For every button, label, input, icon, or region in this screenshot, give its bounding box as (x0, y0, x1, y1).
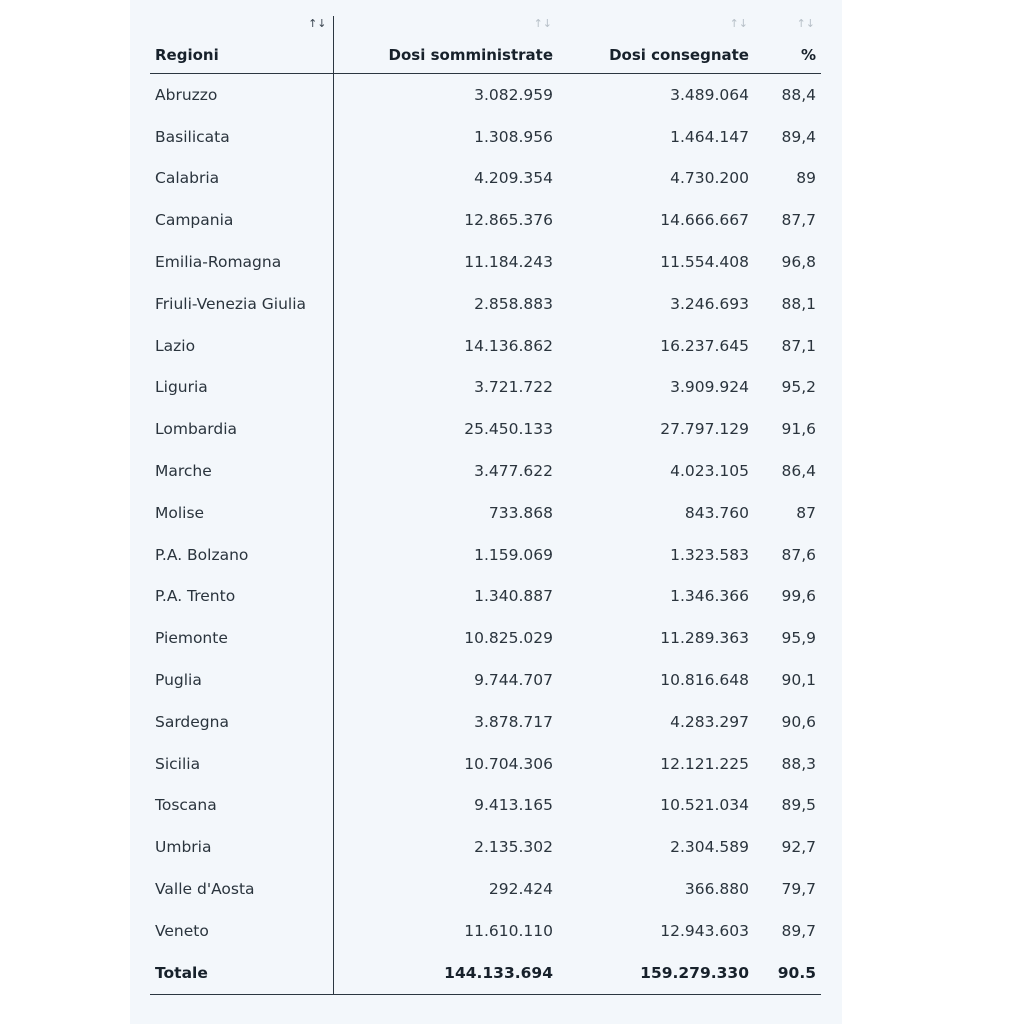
table-row (150, 826, 821, 868)
cell-region: Lombardia (150, 408, 333, 450)
cell-percent: 87,1 (781, 336, 816, 355)
cell-dosi-somministrate: 4.209.354 (474, 169, 553, 188)
cell-dosi-somministrate: 144.133.694 (333, 952, 558, 994)
cell-region: Marche (150, 450, 333, 492)
cell-dosi-consegnate: 843.760 (684, 503, 749, 522)
cell-dosi-consegnate: 10.816.648 (660, 671, 749, 690)
table-row (150, 450, 821, 492)
cell-dosi-consegnate: 4.283.297 (670, 712, 749, 731)
table-row (150, 199, 821, 241)
cell-region: Friuli-Venezia Giulia (150, 283, 333, 325)
cell-percent: 87,6 (781, 545, 816, 564)
table-header-row (150, 16, 821, 74)
cell-dosi-consegnate: 4.730.200 (670, 169, 749, 188)
cell-region: Veneto (150, 910, 333, 952)
cell-dosi-somministrate: 1.340.887 (474, 587, 553, 606)
vaccine-doses-table (150, 16, 821, 995)
cell-region: Toscana (150, 785, 333, 827)
cell-dosi-consegnate: 1.464.147 (670, 127, 749, 146)
cell-dosi-somministrate: 11.184.243 (464, 253, 553, 272)
table-row (150, 158, 821, 200)
cell-dosi-consegnate: 27.797.129 (660, 420, 749, 439)
cell-region: Valle d'Aosta (150, 868, 333, 910)
cell-percent: 89,7 (781, 921, 816, 940)
cell-dosi-consegnate: 3.246.693 (670, 294, 749, 313)
cell-dosi-somministrate: 3.082.959 (474, 85, 553, 104)
cell-region: Liguria (150, 367, 333, 409)
cell-percent: 86,4 (781, 462, 816, 481)
table-row (150, 659, 821, 701)
table-row (150, 492, 821, 534)
cell-dosi-somministrate: 10.704.306 (464, 754, 553, 773)
cell-percent: 87,7 (781, 211, 816, 230)
cell-dosi-somministrate: 1.159.069 (474, 545, 553, 564)
column-header-dosi-somministrate[interactable] (333, 16, 558, 74)
cell-dosi-consegnate: 11.289.363 (660, 629, 749, 648)
cell-dosi-somministrate: 14.136.862 (464, 336, 553, 355)
cell-dosi-somministrate: 1.308.956 (474, 127, 553, 146)
cell-dosi-consegnate: 11.554.408 (660, 253, 749, 272)
cell-dosi-somministrate: 9.744.707 (474, 671, 553, 690)
cell-dosi-consegnate: 159.279.330 (558, 952, 754, 994)
table-row (150, 116, 821, 158)
sort-arrows-icon[interactable]: ↑↓ (533, 17, 552, 30)
cell-percent: 88,1 (781, 294, 816, 313)
cell-percent: 89,5 (781, 796, 816, 815)
cell-region: Campania (150, 199, 333, 241)
table-row (150, 283, 821, 325)
table-row (150, 74, 821, 116)
cell-dosi-somministrate: 292.424 (488, 880, 553, 899)
cell-dosi-somministrate: 25.450.133 (464, 420, 553, 439)
table-row (150, 785, 821, 827)
table-row (150, 701, 821, 743)
cell-region: Molise (150, 492, 333, 534)
table-row (150, 408, 821, 450)
cell-dosi-somministrate: 2.135.302 (474, 838, 553, 857)
column-header-label: Regioni (155, 46, 219, 64)
table-row (150, 325, 821, 367)
cell-dosi-somministrate: 11.610.110 (464, 921, 553, 940)
column-header-label: Dosi consegnate (609, 46, 749, 64)
cell-percent: 87 (796, 503, 816, 522)
cell-region: Basilicata (150, 116, 333, 158)
column-header-regioni[interactable] (150, 16, 333, 74)
cell-dosi-consegnate: 4.023.105 (670, 462, 749, 481)
cell-percent: 90,1 (781, 671, 816, 690)
cell-region: Totale (150, 952, 333, 994)
cell-region: Abruzzo (150, 74, 333, 116)
cell-percent: 91,6 (781, 420, 816, 439)
table-row (150, 617, 821, 659)
table-row (150, 534, 821, 576)
cell-dosi-consegnate: 1.346.366 (670, 587, 749, 606)
column-header-dosi-consegnate[interactable] (558, 16, 754, 74)
table-row (150, 576, 821, 618)
cell-dosi-consegnate: 14.666.667 (660, 211, 749, 230)
column-header-label: % (800, 46, 816, 64)
cell-region: P.A. Trento (150, 576, 333, 618)
cell-percent: 95,9 (781, 629, 816, 648)
cell-percent: 90.5 (754, 952, 821, 994)
table-total-row (150, 952, 821, 994)
cell-dosi-consegnate: 12.943.603 (660, 921, 749, 940)
column-header-label: Dosi somministrate (388, 46, 553, 64)
cell-dosi-consegnate: 1.323.583 (670, 545, 749, 564)
cell-dosi-somministrate: 9.413.165 (474, 796, 553, 815)
table-row (150, 910, 821, 952)
cell-dosi-consegnate: 16.237.645 (660, 336, 749, 355)
cell-region: Umbria (150, 826, 333, 868)
table-row (150, 241, 821, 283)
cell-region: Sicilia (150, 743, 333, 785)
cell-percent: 92,7 (781, 838, 816, 857)
cell-percent: 88,4 (781, 85, 816, 104)
sort-arrows-icon[interactable]: ↑↓ (796, 17, 815, 30)
cell-dosi-somministrate: 3.477.622 (474, 462, 553, 481)
cell-dosi-consegnate: 12.121.225 (660, 754, 749, 773)
table-row (150, 367, 821, 409)
table-row (150, 743, 821, 785)
cell-dosi-somministrate: 12.865.376 (464, 211, 553, 230)
column-header-percent[interactable] (754, 16, 821, 74)
cell-region: Calabria (150, 158, 333, 200)
sort-arrows-icon[interactable]: ↑↓ (729, 17, 748, 30)
cell-percent: 95,2 (781, 378, 816, 397)
cell-dosi-somministrate: 2.858.883 (474, 294, 553, 313)
cell-dosi-somministrate: 3.878.717 (474, 712, 553, 731)
cell-dosi-somministrate: 733.868 (488, 503, 553, 522)
cell-region: P.A. Bolzano (150, 534, 333, 576)
cell-dosi-consegnate: 366.880 (684, 880, 749, 899)
cell-percent: 79,7 (781, 880, 816, 899)
cell-region: Piemonte (150, 617, 333, 659)
cell-dosi-somministrate: 3.721.722 (474, 378, 553, 397)
cell-dosi-consegnate: 3.489.064 (670, 85, 749, 104)
cell-region: Emilia-Romagna (150, 241, 333, 283)
cell-dosi-consegnate: 10.521.034 (660, 796, 749, 815)
cell-region: Puglia (150, 659, 333, 701)
table-body (150, 74, 821, 995)
cell-percent: 89,4 (781, 127, 816, 146)
cell-dosi-somministrate: 10.825.029 (464, 629, 553, 648)
table-row (150, 868, 821, 910)
sort-arrows-icon[interactable]: ↑↓ (308, 17, 327, 30)
cell-dosi-consegnate: 2.304.589 (670, 838, 749, 857)
cell-percent: 90,6 (781, 712, 816, 731)
cell-percent: 89 (796, 169, 816, 188)
cell-dosi-consegnate: 3.909.924 (670, 378, 749, 397)
cell-percent: 96,8 (781, 253, 816, 272)
cell-percent: 99,6 (781, 587, 816, 606)
cell-region: Lazio (150, 325, 333, 367)
cell-percent: 88,3 (781, 754, 816, 773)
cell-region: Sardegna (150, 701, 333, 743)
